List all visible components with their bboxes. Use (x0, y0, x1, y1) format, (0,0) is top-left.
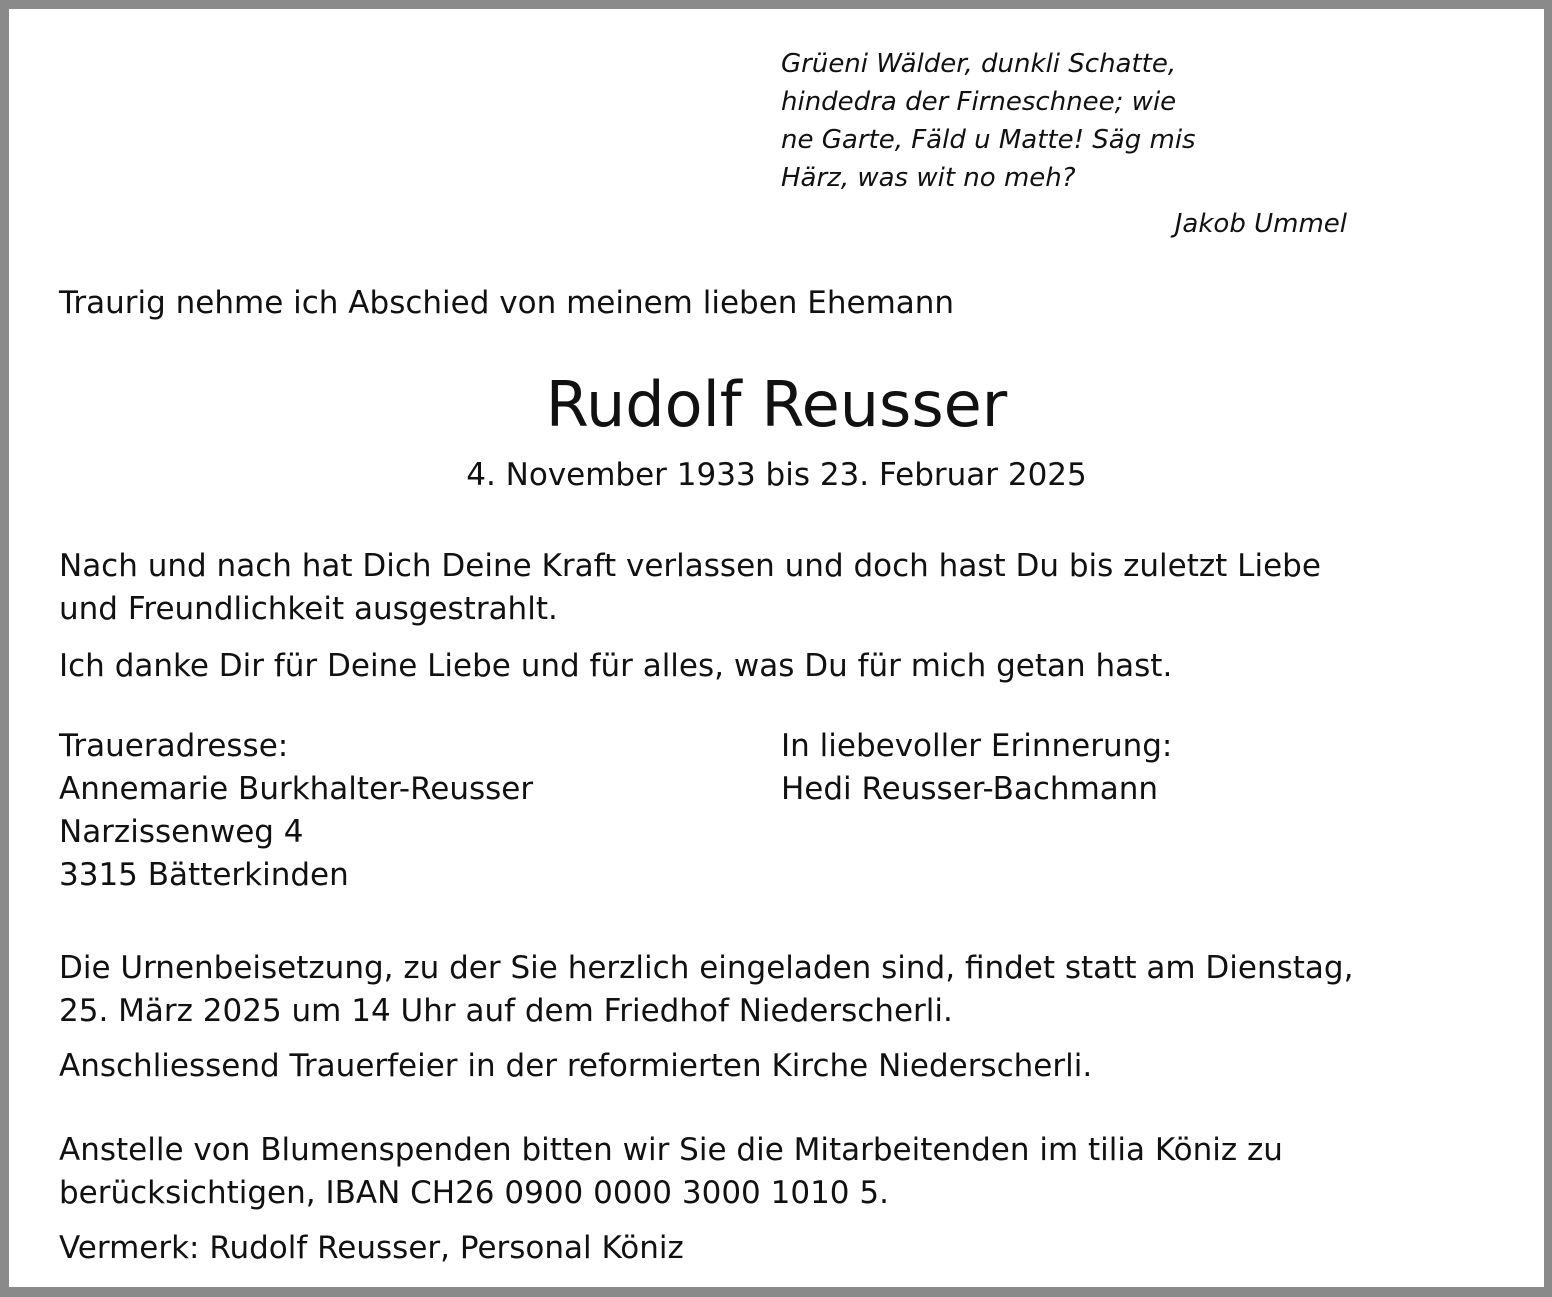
service-paragraph (59, 947, 1359, 1033)
followup-line: Anschliessend Trauerfeier in der reformierten Kirche Niederscherli. (59, 1048, 1093, 1084)
memory-label: In liebevoller Erinnerung: (781, 728, 1173, 764)
address-block (59, 725, 533, 897)
address-city: 3315 Bätterkinden (59, 857, 349, 893)
donation-line: berücksichtigen, IBAN CH26 0900 0000 3000 1010 5. (59, 1175, 889, 1211)
message-line: Nach und nach hat Dich Deine Kraft verlassen und doch hast Du bis zuletzt Liebe (59, 548, 1321, 584)
thanks-paragraph (59, 645, 1359, 688)
note-paragraph (59, 1227, 1359, 1270)
poem-line: Grüeni Wälder, dunkli Schatte, (781, 49, 1177, 79)
memory-block (781, 725, 1172, 811)
poem-line: Härz, was wit no meh? (781, 163, 1076, 193)
address-label: Traueradresse: (59, 728, 289, 764)
deceased-name: Rudolf Reusser (545, 368, 1008, 441)
service-line: 25. März 2025 um 14 Uhr auf dem Friedhof Niederscherli. (59, 993, 953, 1029)
memory-name: Hedi Reusser-Bachmann (781, 771, 1159, 807)
thanks-line: Ich danke Dir für Deine Liebe und für alles, was Du für mich getan hast. (59, 648, 1173, 684)
followup-paragraph (59, 1045, 1359, 1088)
address-name: Annemarie Burkhalter-Reusser (59, 771, 534, 807)
donation-note: Vermerk: Rudolf Reusser, Personal Köniz (59, 1230, 684, 1266)
obituary-page (9, 9, 1544, 1287)
donation-paragraph (59, 1129, 1359, 1215)
message-paragraph (59, 545, 1359, 631)
life-dates: 4. November 1933 bis 23. Februar 2025 (466, 457, 1087, 493)
poem-line: ne Garte, Fäld u Matte! Säg mis (781, 125, 1196, 155)
address-street: Narzissenweg 4 (59, 814, 304, 850)
intro-text: Traurig nehme ich Abschied von meinem lieben Ehemann (59, 285, 955, 321)
service-line: Die Urnenbeisetzung, zu der Sie herzlich eingeladen sind, findet statt am Dienstag, (59, 950, 1354, 986)
donation-line: Anstelle von Blumenspenden bitten wir Sie die Mitarbeitenden im tilia Köniz zu (59, 1132, 1283, 1168)
poem (781, 45, 1341, 197)
message-line: und Freundlichkeit ausgestrahlt. (59, 591, 558, 627)
poem-line: hindedra der Firneschnee; wie (781, 87, 1177, 117)
poem-author: Jakob Ummel (1174, 209, 1347, 239)
